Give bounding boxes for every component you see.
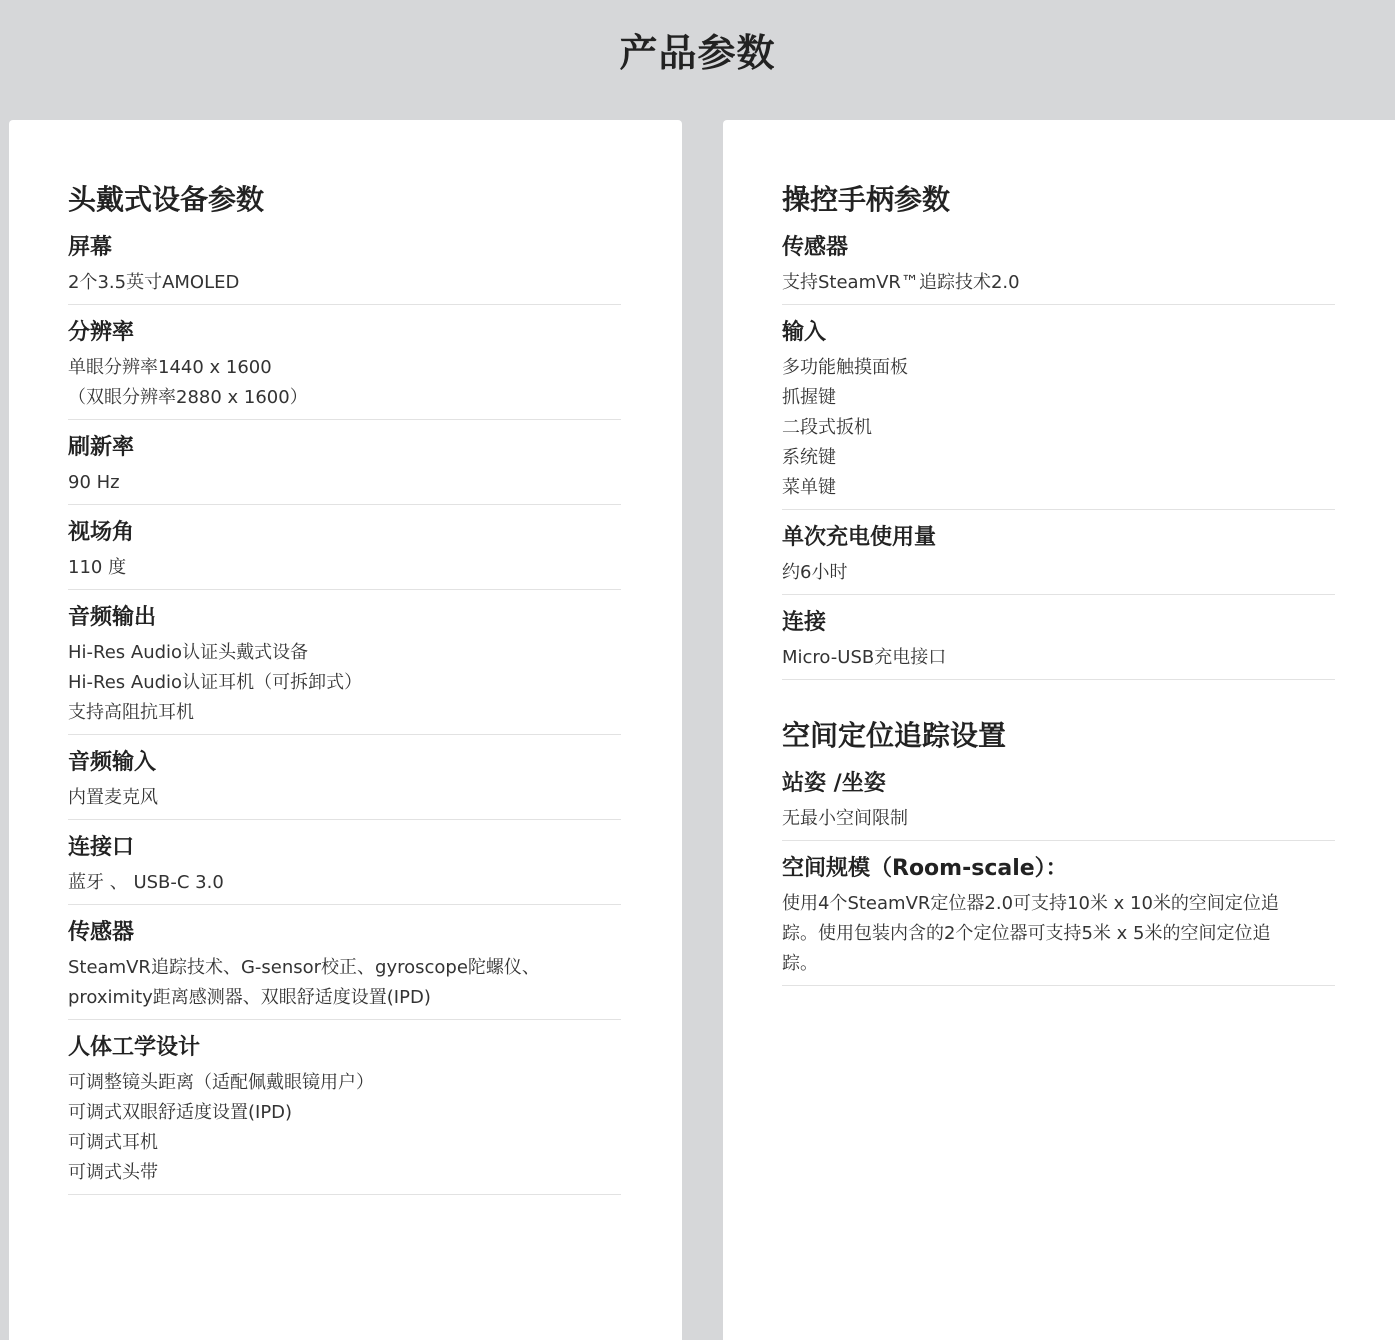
tracking-section-title: 空间定位追踪设置 xyxy=(782,719,1007,752)
spec-label: 刷新率 xyxy=(68,435,135,460)
spec-value: 蓝牙 、 USB-C 3.0 xyxy=(68,872,224,893)
spec-value: Micro-USB充电接口 xyxy=(782,647,947,668)
spec-item xyxy=(68,917,621,1020)
spec-item xyxy=(782,232,1335,305)
spec-label: 连接口 xyxy=(68,835,135,860)
spec-value: 90 Hz xyxy=(68,472,120,493)
spec-label: 视场角 xyxy=(68,520,135,545)
spec-value: 可调式头带 xyxy=(68,1162,158,1183)
spec-item xyxy=(782,522,1335,595)
spec-value: 使用4个SteamVR定位器2.0可支持10米 x 10米的空间定位追 xyxy=(782,893,1279,914)
spec-item xyxy=(68,317,621,420)
spec-item xyxy=(68,747,621,820)
spec-value: 多功能触摸面板 xyxy=(782,357,908,378)
controller-spec-list xyxy=(782,232,1343,680)
spec-value: （双眼分辨率2880 x 1600） xyxy=(68,387,308,408)
spec-label: 连接 xyxy=(782,610,827,635)
spec-value: 系统键 xyxy=(782,447,836,468)
spec-value: 抓握键 xyxy=(782,387,836,408)
spec-value: 可调整镜头距离（适配佩戴眼镜用户） xyxy=(68,1072,374,1093)
spec-value: 110 度 xyxy=(68,557,127,578)
spec-value: 菜单键 xyxy=(782,477,836,498)
spec-item xyxy=(782,853,1335,986)
spec-label: 单次充电使用量 xyxy=(782,525,937,550)
spec-item xyxy=(68,602,621,735)
spec-label: 音频输入 xyxy=(68,750,157,775)
tracking-spec-list xyxy=(782,768,1343,986)
spec-item xyxy=(782,768,1335,841)
controller-section-title: 操控手柄参数 xyxy=(782,183,951,216)
spec-value: 无最小空间限制 xyxy=(782,808,908,829)
spec-item xyxy=(68,232,621,305)
spec-label: 传感器 xyxy=(782,235,849,260)
spec-value: Hi-Res Audio认证耳机（可拆卸式） xyxy=(68,672,363,693)
spec-value: 支持高阻抗耳机 xyxy=(68,702,194,723)
spec-item xyxy=(782,317,1335,510)
spec-label: 传感器 xyxy=(68,920,135,945)
spec-value: 可调式双眼舒适度设置(IPD) xyxy=(68,1102,293,1123)
spec-value: 可调式耳机 xyxy=(68,1132,158,1153)
headset-section-title: 头戴式设备参数 xyxy=(68,183,265,216)
spec-value: Hi-Res Audio认证头戴式设备 xyxy=(68,642,309,663)
spec-label: 站姿 /坐姿 xyxy=(782,771,886,796)
headset-spec-list xyxy=(68,232,622,1195)
spec-value: 约6小时 xyxy=(782,562,848,583)
spec-value: 踪。使用包装内含的2个定位器可支持5米 x 5米的空间定位追 xyxy=(782,923,1271,944)
controller-specs-card xyxy=(723,120,1395,1340)
spec-value: 支持SteamVR™追踪技术2.0 xyxy=(782,272,1020,293)
page-title: 产品参数 xyxy=(619,31,776,75)
spec-label: 空间规模（Room-scale）： xyxy=(782,856,1068,881)
spec-value: 单眼分辨率1440 x 1600 xyxy=(68,357,272,378)
spec-label: 音频输出 xyxy=(68,605,157,630)
spec-label: 分辨率 xyxy=(68,320,135,345)
spec-item xyxy=(68,832,621,905)
spec-value: 2个3.5英寸AMOLED xyxy=(68,272,240,293)
spec-label: 人体工学设计 xyxy=(68,1035,201,1060)
spec-item xyxy=(68,432,621,505)
headset-specs-card xyxy=(9,120,682,1340)
spec-item xyxy=(68,517,621,590)
spec-value: proximity距离感测器、双眼舒适度设置(IPD) xyxy=(68,987,431,1008)
spec-value: 内置麦克风 xyxy=(68,787,158,808)
spec-item xyxy=(782,607,1335,680)
spec-value: SteamVR追踪技术、G-sensor校正、gyroscope陀螺仪、 xyxy=(68,957,540,978)
spec-value: 二段式扳机 xyxy=(782,417,872,438)
spec-label: 输入 xyxy=(782,320,827,345)
spec-value: 踪。 xyxy=(782,953,818,974)
spec-item xyxy=(68,1032,621,1195)
spec-label: 屏幕 xyxy=(68,235,113,260)
